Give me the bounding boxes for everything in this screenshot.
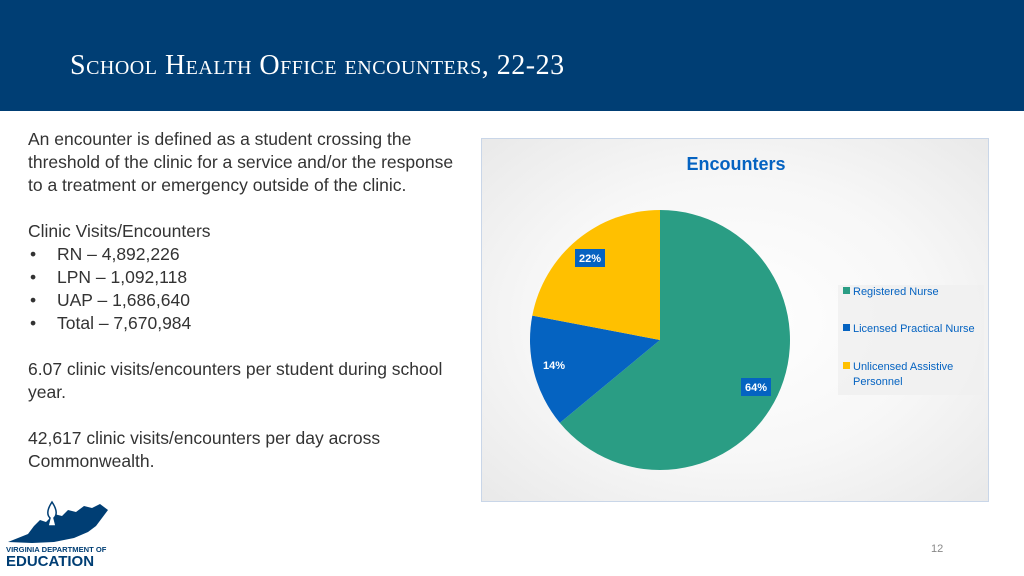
torch-icon bbox=[48, 502, 56, 526]
legend-entry-text: Unlicensed Assistive bbox=[853, 361, 954, 373]
content-text bbox=[28, 128, 458, 473]
data-label: 14% bbox=[542, 360, 566, 372]
header-bar bbox=[0, 0, 1024, 111]
definition-text: An encounter is defined as a student crossing the threshold of the clinic for a service and/or the response to a treatment or emergency outside of the clinic. bbox=[28, 129, 454, 195]
logo-line1: VIRGINIA DEPARTMENT OF bbox=[6, 545, 107, 554]
vdoe-logo bbox=[4, 496, 114, 568]
legend-swatch bbox=[843, 362, 850, 369]
visit-item-total: • Total – 7,670,984 bbox=[28, 312, 458, 335]
logo-line2: EDUCATION bbox=[6, 553, 95, 568]
chart-area bbox=[481, 138, 989, 502]
legend-entry-text: Licensed Practical Nurse bbox=[853, 323, 975, 335]
legend-swatch bbox=[843, 287, 850, 294]
chart-title: Encounters bbox=[686, 154, 786, 174]
per-day-text: 42,617 clinic visits/encounters per day across Commonwealth. bbox=[28, 428, 381, 471]
pie-slices bbox=[530, 210, 790, 470]
data-label: 64% bbox=[744, 382, 768, 394]
per-student-text: 6.07 clinic visits/encounters per student during school year. bbox=[28, 359, 443, 402]
slide-title: School Health Office encounters, 22-23 bbox=[70, 50, 565, 81]
data-label: 22% bbox=[578, 253, 602, 265]
visits-list bbox=[28, 243, 458, 335]
page-number: 12 bbox=[931, 543, 944, 555]
legend-entry-text: Registered Nurse bbox=[853, 286, 939, 298]
virginia-map-shape bbox=[8, 504, 108, 543]
visits-heading: Clinic Visits/Encounters bbox=[28, 221, 211, 241]
visit-item-rn: • RN – 4,892,226 bbox=[28, 243, 458, 266]
pie-chart bbox=[482, 139, 988, 501]
legend-swatch bbox=[843, 324, 850, 331]
torch-handle bbox=[49, 526, 55, 540]
visit-item-uap: • UAP – 1,686,640 bbox=[28, 289, 458, 312]
visit-item-lpn: • LPN – 1,092,118 bbox=[28, 266, 458, 289]
legend-entry-text: Personnel bbox=[853, 376, 903, 388]
